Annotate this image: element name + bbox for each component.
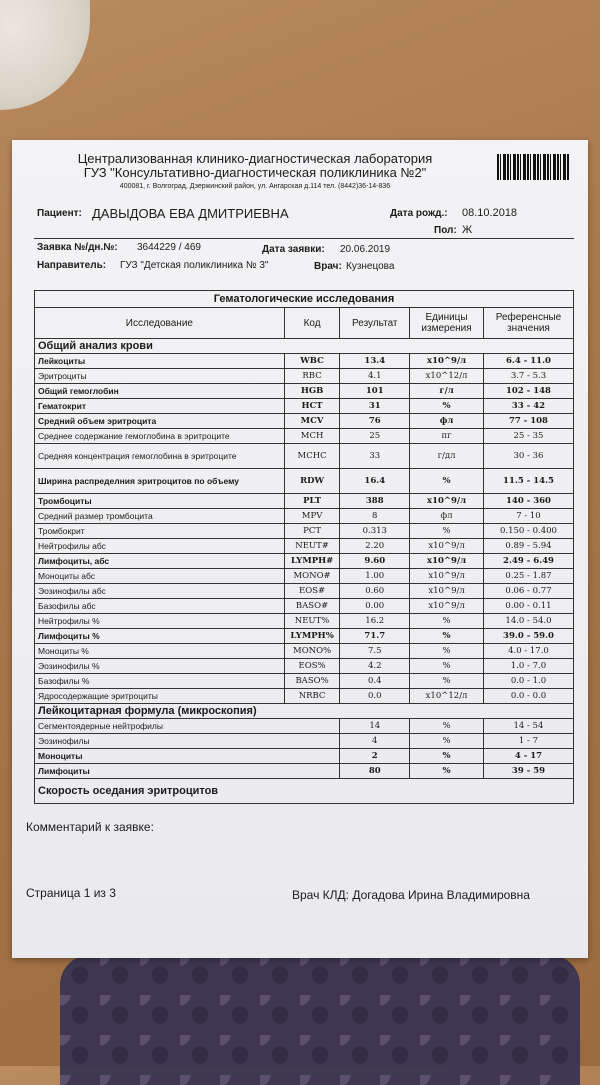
table-row [35, 429, 574, 444]
lab-name: Централизованная клинико-диагностическая лаборатория [77, 151, 433, 166]
test-result: 13.4 [340, 354, 410, 369]
test-reference: 33 - 42 [483, 399, 573, 414]
patient-name: ДАВЫДОВА ЕВА ДМИТРИЕВНА [92, 206, 289, 221]
table-row [35, 524, 574, 539]
test-name: Лейкоциты [35, 354, 285, 369]
table-row [35, 384, 574, 399]
col-header-test: Исследование [35, 308, 285, 339]
test-reference: 0.06 - 0.77 [483, 584, 573, 599]
test-reference: 11.5 - 14.5 [483, 469, 573, 494]
test-name: Базофилы % [35, 674, 285, 689]
test-unit: % [410, 659, 484, 674]
test-reference: 25 - 35 [483, 429, 573, 444]
lab-report-sheet [12, 140, 588, 958]
test-result: 0.0 [340, 689, 410, 704]
test-name: Эозинофилы % [35, 659, 285, 674]
test-unit: x10^12/л [410, 369, 484, 384]
test-name: Средний объем эритроцита [35, 414, 285, 429]
test-code: NEUT# [284, 539, 340, 554]
table-row [35, 764, 574, 779]
test-name: Ширина распределния эритроцитов по объему [35, 469, 285, 494]
table-row [35, 539, 574, 554]
test-unit: % [410, 524, 484, 539]
sex-value: Ж [462, 224, 473, 236]
table-row [35, 354, 574, 369]
test-reference: 102 - 148 [483, 384, 573, 399]
test-result: 71.7 [340, 629, 410, 644]
test-name: Базофилы абс [35, 599, 285, 614]
test-code: MCHC [284, 444, 340, 469]
section-row [35, 704, 574, 719]
test-unit: % [410, 719, 484, 734]
section-cbc: Общий анализ крови [35, 339, 574, 354]
lab-header [12, 152, 498, 194]
test-result: 2.20 [340, 539, 410, 554]
test-unit: пг [410, 429, 484, 444]
test-name: Тромбокрит [35, 524, 285, 539]
col-header-reference: Референсные значения [483, 308, 573, 339]
test-result: 8 [340, 509, 410, 524]
test-unit: x10^9/л [410, 554, 484, 569]
divider [34, 238, 574, 239]
test-name: Ядросодержащие эритроциты [35, 689, 285, 704]
test-code: MCV [284, 414, 340, 429]
table-title: Гематологические исследования [35, 291, 574, 308]
test-code: PCT [284, 524, 340, 539]
section-row [35, 779, 574, 804]
test-ref: 39 - 59 [483, 764, 573, 779]
test-result: 4.1 [340, 369, 410, 384]
test-unit: % [410, 644, 484, 659]
test-name: Среднее содержание гемоглобина в эритроците [35, 429, 285, 444]
test-result: 388 [340, 494, 410, 509]
table-row [35, 399, 574, 414]
test-unit: % [410, 399, 484, 414]
table-row [35, 689, 574, 704]
test-ref: 1 - 7 [483, 734, 573, 749]
test-unit: x10^12/л [410, 689, 484, 704]
results-table [34, 290, 574, 804]
lab-institution: ГУЗ "Консультативно-диагностическая поликлиника №2" [83, 165, 427, 180]
test-name: Моноциты [35, 749, 340, 764]
test-unit: x10^9/л [410, 569, 484, 584]
test-code: HCT [284, 399, 340, 414]
request-date-label: Дата заявки: [262, 244, 325, 255]
table-row [35, 749, 574, 764]
section-microscopy: Лейкоцитарная формула (микроскопия) [35, 704, 574, 719]
test-unit: % [410, 674, 484, 689]
test-unit: фл [410, 414, 484, 429]
col-header-unit: Единицы измерения [410, 308, 484, 339]
sleeve-background [0, 0, 90, 110]
test-code: MONO% [284, 644, 340, 659]
test-reference: 6.4 - 11.0 [483, 354, 573, 369]
test-code: MPV [284, 509, 340, 524]
test-reference: 1.0 - 7.0 [483, 659, 573, 674]
test-code: RDW [284, 469, 340, 494]
test-result: 7.5 [340, 644, 410, 659]
test-name: Общий гемоглобин [35, 384, 285, 399]
lab-address: 400081, г. Волгоград, Дзержинский район, ул. Ангарская д.114 тел. (8442)36-14-836 [119, 183, 391, 190]
test-result: 25 [340, 429, 410, 444]
test-code: MCH [284, 429, 340, 444]
test-name: Моноциты % [35, 644, 285, 659]
test-ref: 4 - 17 [483, 749, 573, 764]
test-unit: % [410, 469, 484, 494]
doctor-label: Врач: [314, 261, 342, 272]
request-date: 20.06.2019 [340, 244, 391, 255]
test-reference: 39.0 - 59.0 [483, 629, 573, 644]
test-reference: 7 - 10 [483, 509, 573, 524]
test-reference: 0.00 - 0.11 [483, 599, 573, 614]
test-code: NEUT% [284, 614, 340, 629]
test-result: 14 [340, 719, 410, 734]
test-result: 0.4 [340, 674, 410, 689]
test-name: Нейтрофилы абс [35, 539, 285, 554]
test-reference: 77 - 108 [483, 414, 573, 429]
test-result: 76 [340, 414, 410, 429]
test-name: Средний размер тромбоцита [35, 509, 285, 524]
test-result: 4.2 [340, 659, 410, 674]
test-result: 0.00 [340, 599, 410, 614]
test-result: 101 [340, 384, 410, 399]
table-row [35, 734, 574, 749]
test-name: Сегментоядерные нейтрофилы [35, 719, 340, 734]
test-code: RBC [284, 369, 340, 384]
test-unit: x10^9/л [410, 539, 484, 554]
test-unit: x10^9/л [410, 584, 484, 599]
test-reference: 0.150 - 0.400 [483, 524, 573, 539]
test-reference: 140 - 360 [483, 494, 573, 509]
test-code: EOS% [284, 659, 340, 674]
test-name: Лимфоциты, абс [35, 554, 285, 569]
test-name: Лимфоциты [35, 764, 340, 779]
barcode [497, 154, 569, 180]
table-row [35, 599, 574, 614]
test-name: Нейтрофилы % [35, 614, 285, 629]
table-row [35, 629, 574, 644]
table-row [35, 509, 574, 524]
test-unit: x10^9/л [410, 354, 484, 369]
test-code: WBC [284, 354, 340, 369]
dob-value: 08.10.2018 [462, 207, 518, 219]
test-reference: 14.0 - 54.0 [483, 614, 573, 629]
sex-label: Пол: [434, 225, 457, 236]
test-reference: 30 - 36 [483, 444, 573, 469]
col-header-code: Код [284, 308, 340, 339]
test-code: LYMPH# [284, 554, 340, 569]
test-unit: % [410, 614, 484, 629]
test-reference: 4.0 - 17.0 [483, 644, 573, 659]
test-result: 9.60 [340, 554, 410, 569]
table-row [35, 494, 574, 509]
test-name: Средняя концентрация гемоглобина в эритроците [35, 444, 285, 469]
referrer-value: ГУЗ "Детская поликлиника № 3" [120, 260, 269, 271]
test-result: 33 [340, 444, 410, 469]
page-number: Страница 1 из 3 [26, 886, 116, 900]
table-row [35, 414, 574, 429]
table-row [35, 659, 574, 674]
test-reference: 0.89 - 5.94 [483, 539, 573, 554]
test-reference: 2.49 - 6.49 [483, 554, 573, 569]
test-code: MONO# [284, 569, 340, 584]
test-unit: г/л [410, 384, 484, 399]
table-row [35, 584, 574, 599]
test-result: 4 [340, 734, 410, 749]
table-row [35, 369, 574, 384]
request-label: Заявка №/дн.№: [37, 242, 118, 253]
test-name: Тромбоциты [35, 494, 285, 509]
test-code: HGB [284, 384, 340, 399]
test-name: Моноциты абс [35, 569, 285, 584]
test-name: Гематокрит [35, 399, 285, 414]
table-row [35, 644, 574, 659]
test-unit: % [410, 629, 484, 644]
table-row [35, 469, 574, 494]
col-header-result: Результат [340, 308, 410, 339]
test-name: Эозинофилы абс [35, 584, 285, 599]
test-name: Лимфоциты % [35, 629, 285, 644]
test-result: 16.4 [340, 469, 410, 494]
test-reference: 3.7 - 5.3 [483, 369, 573, 384]
test-result: 31 [340, 399, 410, 414]
test-result: 0.313 [340, 524, 410, 539]
test-result: 1.00 [340, 569, 410, 584]
test-unit: г/дл [410, 444, 484, 469]
test-name: Эозинофилы [35, 734, 340, 749]
section-esr: Скорость оседания эритроцитов [35, 779, 574, 804]
test-result: 2 [340, 749, 410, 764]
table-row [35, 674, 574, 689]
test-code: BASO# [284, 599, 340, 614]
test-reference: 0.25 - 1.87 [483, 569, 573, 584]
table-row [35, 444, 574, 469]
test-result: 16.2 [340, 614, 410, 629]
test-code: LYMPH% [284, 629, 340, 644]
patient-label: Пациент: [37, 208, 82, 219]
dob-label: Дата рожд.: [390, 208, 448, 219]
test-reference: 0.0 - 1.0 [483, 674, 573, 689]
test-unit: x10^9/л [410, 494, 484, 509]
test-name: Эритроциты [35, 369, 285, 384]
test-result: 80 [340, 764, 410, 779]
test-unit: % [410, 734, 484, 749]
doctor-value: Кузнецова [346, 261, 395, 272]
table-row [35, 719, 574, 734]
test-code: NRBC [284, 689, 340, 704]
test-result: 0.60 [340, 584, 410, 599]
test-unit: % [410, 764, 484, 779]
lab-doctor: Врач КЛД: Догадова Ирина Владимировна [292, 888, 530, 902]
test-code: BASO% [284, 674, 340, 689]
test-reference: 0.0 - 0.0 [483, 689, 573, 704]
test-code: PLT [284, 494, 340, 509]
table-row [35, 614, 574, 629]
test-code: EOS# [284, 584, 340, 599]
table-row [35, 569, 574, 584]
test-unit: x10^9/л [410, 599, 484, 614]
test-unit: % [410, 749, 484, 764]
comment-label: Комментарий к заявке: [26, 820, 154, 834]
test-ref: 14 - 54 [483, 719, 573, 734]
request-value: 3644229 / 469 [137, 242, 201, 253]
test-unit: фл [410, 509, 484, 524]
referrer-label: Направитель: [37, 260, 107, 271]
table-row [35, 554, 574, 569]
